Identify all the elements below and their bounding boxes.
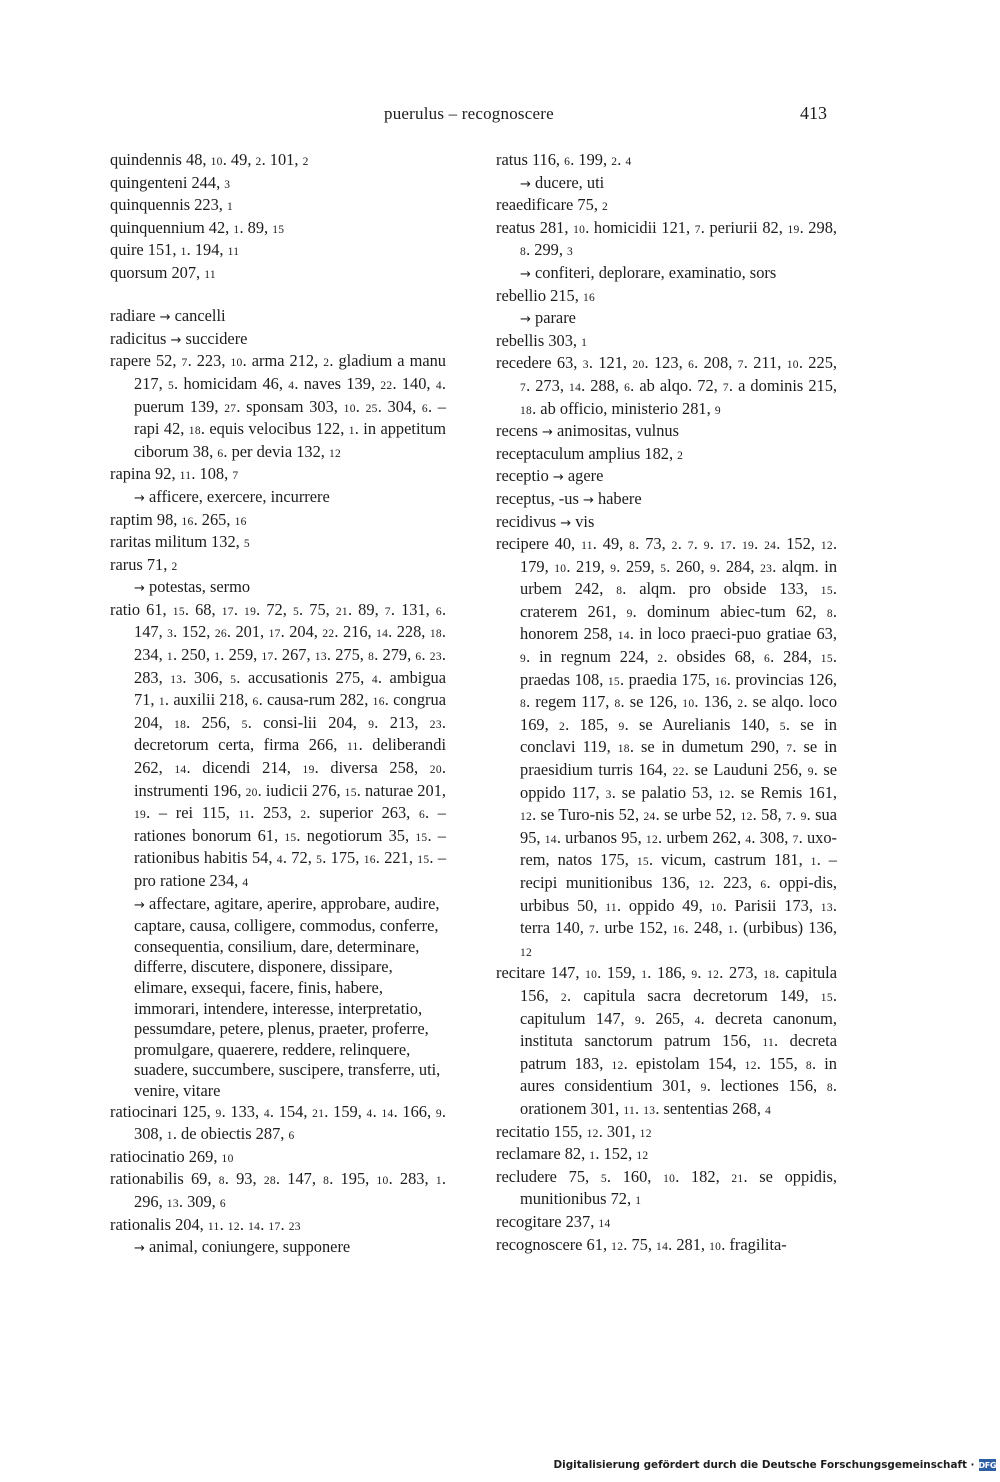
line-reference: 16 xyxy=(372,696,385,709)
line-reference: 22 xyxy=(672,766,685,779)
line-reference: 6 xyxy=(418,809,426,822)
line-reference: 7 xyxy=(384,605,391,618)
line-reference: 1 xyxy=(166,651,173,664)
line-reference: 13 xyxy=(166,1197,179,1210)
line-reference: 6 xyxy=(624,381,631,394)
line-reference: 1 xyxy=(810,856,817,869)
line-reference: 11 xyxy=(605,901,617,914)
line-reference: 6 xyxy=(217,447,224,460)
line-reference: 15 xyxy=(172,605,185,618)
line-reference: 15 xyxy=(415,831,428,844)
line-reference: 26 xyxy=(214,628,227,641)
arrow-right-icon: → xyxy=(520,312,531,328)
index-entry: rebellio 215, 16 xyxy=(496,285,596,305)
line-reference: 19 xyxy=(742,540,755,553)
line-reference: 17 xyxy=(268,1220,281,1233)
line-reference: 12 xyxy=(639,1127,652,1140)
line-reference: 10 xyxy=(376,1175,389,1188)
line-reference: 16 xyxy=(672,924,685,937)
line-reference: 7 xyxy=(786,811,793,824)
line-reference: 12 xyxy=(520,946,533,959)
index-entry: quorsum 207, 11 xyxy=(110,262,216,282)
line-reference: 6 xyxy=(564,156,571,168)
line-reference: 8 xyxy=(218,1175,225,1188)
index-entry: rebellis 303, 1 xyxy=(496,330,588,350)
line-reference: 12 xyxy=(718,788,731,801)
line-reference: 5 xyxy=(292,605,300,618)
line-reference: 2 xyxy=(611,156,618,168)
line-reference: 3 xyxy=(167,628,174,641)
line-reference: 6 xyxy=(288,1130,295,1143)
line-reference: 15 xyxy=(417,854,430,867)
index-cross-reference: → affectare, agitare, aperire, approbare, audire, captare, causa, colligere, commodus, conferre, consequentia, consilium, dare, determinare, differre, discutere, disponere, dissipare, elimare, exsequi, facere, finis, habere, immorari, intendere, interesse, interpretatio, pessumdare, petere, plenus, praeter, proferre, promulgare, quaerere, reddere, relinquere, suadere, succumbere, suscipere, transferre, uti, venire, vitare xyxy=(134,893,441,1100)
line-reference: 7 xyxy=(792,833,799,846)
line-reference: 4 xyxy=(745,833,752,846)
line-reference: 12 xyxy=(636,1150,649,1163)
line-reference: 15 xyxy=(607,675,620,688)
line-reference: 9 xyxy=(520,653,527,666)
index-entry: rationalis 204, 11. 12. 14. 17. 23 xyxy=(110,1214,301,1234)
line-reference: 13 xyxy=(643,1104,656,1117)
index-entry: recidivus → vis xyxy=(496,511,595,531)
line-reference: 1 xyxy=(641,969,648,982)
index-cross-reference: → afficere, exercere, incurrere xyxy=(134,486,330,506)
line-reference: 12 xyxy=(744,1059,757,1072)
index-entry: recitatio 155, 12. 301, 12 xyxy=(496,1121,652,1141)
line-reference: 9 xyxy=(691,969,698,982)
index-entry: quinquennis 223, 1 xyxy=(110,195,234,215)
line-reference: 12 xyxy=(740,811,753,824)
line-reference: 2 xyxy=(602,201,609,214)
line-reference: 9 xyxy=(700,1082,707,1095)
line-reference: 21 xyxy=(312,1107,325,1120)
line-reference: 27 xyxy=(224,402,237,415)
line-reference: 24 xyxy=(643,811,656,824)
line-reference: 23 xyxy=(429,718,442,731)
line-reference: 11 xyxy=(581,540,593,553)
line-reference: 6 xyxy=(764,653,771,666)
line-reference: 8 xyxy=(368,651,375,664)
line-reference: 4 xyxy=(263,1107,270,1120)
line-reference: 17 xyxy=(719,540,732,553)
line-reference: 17 xyxy=(261,651,274,664)
line-reference: 15 xyxy=(820,653,833,666)
line-reference: 10 xyxy=(230,357,243,370)
line-reference: 1 xyxy=(635,1195,642,1208)
line-reference: 6 xyxy=(252,696,259,709)
index-entry: radiare → cancelli xyxy=(110,306,226,326)
line-reference: 7 xyxy=(232,470,239,483)
line-reference: 12 xyxy=(698,879,711,891)
index-entry: recedere 63, 3. 121, 20. 123, 6. 208, 7. 211, 10. 225, 7. 273, 14. 288, 6. ab alqo. 72, 7. a dominis 215, 18. ab officio, ministerio 281, 9 xyxy=(496,353,838,418)
line-reference: 7 xyxy=(520,381,527,394)
line-reference: 4 xyxy=(366,1107,373,1120)
line-reference: 12 xyxy=(586,1127,599,1140)
line-reference: 23 xyxy=(288,1220,301,1233)
footer-credit xyxy=(553,1456,996,1474)
line-reference: 10 xyxy=(710,901,723,914)
line-reference: 1 xyxy=(348,425,355,438)
arrow-right-icon: → xyxy=(582,492,594,508)
line-reference: 18 xyxy=(174,718,187,731)
page-number: 413 xyxy=(800,103,827,123)
index-entry: raptim 98, 16. 265, 16 xyxy=(110,509,247,529)
line-reference: 23 xyxy=(429,651,442,664)
line-reference: 12 xyxy=(611,1059,624,1072)
arrow-right-icon: → xyxy=(560,515,572,531)
line-reference: 19 xyxy=(787,223,800,236)
index-entry: receptaculum amplius 182, 2 xyxy=(496,443,684,463)
line-reference: 4 xyxy=(371,673,378,686)
line-reference: 15 xyxy=(272,223,285,236)
line-reference: 8 xyxy=(629,540,636,553)
line-reference: 14 xyxy=(656,1240,669,1253)
line-reference: 7 xyxy=(589,924,596,937)
index-entry: recitare 147, 10. 159, 1. 186, 9. 12. 273, 18. capitula 156, 2. capitula sacra decretorum 149, 15. capitulum 147, 9. 265, 4. decreta canonum, instituta sanctorum patrum 156, 11. decreta patrum 183, 12. epistolam 154, 12. 155, 8. in aures considentium 301, 9. lectiones 156, 8. orationem 301, 11. 13. sententias 268, 4 xyxy=(496,963,837,1118)
line-reference: 7 xyxy=(694,223,701,236)
line-reference: 4 xyxy=(242,877,249,889)
line-reference: 2 xyxy=(559,720,566,733)
index-entry: rarus 71, 2 xyxy=(110,554,178,574)
line-reference: 11 xyxy=(238,809,251,822)
arrow-right-icon: → xyxy=(541,425,553,441)
index-entry: ratus 116, 6. 199, 2. 4 xyxy=(496,150,632,169)
line-reference: 1 xyxy=(180,246,187,259)
line-reference: 15 xyxy=(284,831,297,844)
index-entry: raritas militum 132, 5 xyxy=(110,532,250,552)
line-reference: 14 xyxy=(174,764,187,777)
arrow-right-icon: → xyxy=(520,266,531,282)
line-reference: 8 xyxy=(616,585,623,598)
line-reference: 1 xyxy=(233,223,240,236)
line-reference: 11 xyxy=(227,246,240,259)
index-entry: rapere 52, 7. 223, 10. arma 212, 2. gladium a manu 217, 5. homicidam 46, 4. naves 139, 22. 140, 4. puerum 139, 27. sponsam 303, 10. 25. 304, 6. – rapi 42, 18. equis velocibus 122, 1. in appetitum ciborum 38, 6. per devia 132, 12 xyxy=(110,351,447,461)
line-reference: 13 xyxy=(820,901,833,914)
arrow-right-icon: → xyxy=(552,470,564,486)
line-reference: 10 xyxy=(709,1240,722,1253)
index-entry: rationabilis 69, 8. 93, 28. 147, 8. 195, 10. 283, 1. 296, 13. 309, 6 xyxy=(110,1169,447,1211)
line-reference: 22 xyxy=(322,628,335,641)
line-reference: 8 xyxy=(826,607,833,620)
line-reference: 9 xyxy=(618,720,625,733)
line-reference: 2 xyxy=(671,540,678,553)
line-reference: 12 xyxy=(328,447,342,460)
index-entry: quinquennium 42, 1. 89, 15 xyxy=(110,217,285,237)
line-reference: 7 xyxy=(722,381,729,394)
line-reference: 14 xyxy=(569,381,582,394)
line-reference: 6 xyxy=(219,1197,226,1210)
line-reference: 15 xyxy=(820,991,833,1004)
line-reference: 10 xyxy=(221,1152,234,1165)
line-reference: 8 xyxy=(614,698,621,711)
line-reference: 19 xyxy=(244,605,257,618)
line-reference: 14 xyxy=(376,628,389,641)
line-reference: 12 xyxy=(611,1240,624,1253)
line-reference: 1 xyxy=(589,1150,596,1163)
index-entry: recognoscere 61, 12. 75, 14. 281, 10. fragilita- xyxy=(496,1234,787,1254)
index-entry: receptus, -us → habere xyxy=(496,488,642,508)
arrow-right-icon: → xyxy=(134,897,145,913)
line-reference: 22 xyxy=(380,379,393,392)
line-reference: 24 xyxy=(764,540,777,553)
index-entry: recipere 40, 11. 49, 8. 73, 2. 7. 9. 17. 19. 24. 152, 12. 179, 10. 219, 9. 259, 5. 260, 9. 284, 23. alqm. in urbem 242, 8. alqm. pro obside 133, 15. craterem 261, 9. dominum abiec-tum 62, 8. honorem 258, 14. in loco praeci-puo gratiae 63, 9. in regnum 224, 2. obsides 68, 6. 284, 15. praedas 108, 15. praedia 175, 16. provincias 126, 8. regem 117, 8. se 126, 10. 136, 2. se alqo. loco 169, 2. 185, 9. se Aurelianis 140, 5. se in conclavi 119, 18. se in dumetum 290, 7. se in praesidium turris 164, 22. se Lauduni 256, 9. se oppido 117, 3. se palatio 53, 12. se Remis 161, 12. se Turo-nis 52, 24. se urbe 52, 12. 58, 7. 9. sua 95, 14. urbanos 95, 12. urbem 262, 4. 308, 7. uxo-rem, natos 175, 15. vicum, castrum 181, 1. – recipi munitionibus 136, 12. 223, 6. oppi-dis, urbibus 50, 11. oppido 49, 10. Parisii 173, 13. terra 140, 7. urbe 152, 16. 248, 1. (urbibus) 136, 12 xyxy=(496,534,838,959)
line-reference: 10 xyxy=(554,562,567,575)
index-cross-reference: → parare xyxy=(520,308,576,328)
index-entry: radicitus → succidere xyxy=(110,328,248,348)
line-reference: 8 xyxy=(826,1082,833,1095)
line-reference: 15 xyxy=(820,585,833,598)
line-reference: 20 xyxy=(632,359,645,372)
line-reference: 14 xyxy=(598,1217,611,1230)
index-entry: recogitare 237, 14 xyxy=(496,1211,611,1231)
line-reference: 5 xyxy=(660,562,667,575)
line-reference: 5 xyxy=(230,673,237,686)
line-reference: 9 xyxy=(710,562,717,575)
line-reference: 18 xyxy=(763,969,776,982)
line-reference: 6 xyxy=(415,651,422,664)
line-reference: 21 xyxy=(335,605,348,618)
line-reference: 12 xyxy=(227,1220,240,1233)
line-reference: 9 xyxy=(714,404,721,417)
line-reference: 13 xyxy=(170,673,183,686)
line-reference: 5 xyxy=(600,1172,607,1185)
line-reference: 2 xyxy=(300,809,307,822)
line-reference: 18 xyxy=(429,628,442,641)
arrow-right-icon: → xyxy=(134,1241,145,1257)
running-header-title: puerulus – recognoscere xyxy=(384,104,554,123)
line-reference: 16 xyxy=(234,515,247,528)
line-reference: 20 xyxy=(429,764,442,777)
line-reference: 16 xyxy=(363,854,376,867)
index-entry: reclamare 82, 1. 152, 12 xyxy=(496,1144,649,1164)
line-reference: 18 xyxy=(520,404,533,417)
line-reference: 2 xyxy=(171,560,178,573)
line-reference: 10 xyxy=(573,223,586,236)
line-reference: 5 xyxy=(243,538,250,551)
line-reference: 3 xyxy=(582,359,589,372)
index-entry: rapina 92, 11. 108, 7 xyxy=(110,464,239,484)
line-reference: 3 xyxy=(567,246,574,259)
line-reference: 2 xyxy=(255,156,262,168)
line-reference: 18 xyxy=(188,425,201,438)
line-reference: 2 xyxy=(677,449,684,462)
line-reference: 19 xyxy=(134,809,147,822)
line-reference: 11 xyxy=(204,268,216,281)
line-reference: 5 xyxy=(779,720,786,733)
line-reference: 1 xyxy=(435,1175,442,1188)
line-reference: 4 xyxy=(694,1014,701,1027)
line-reference: 6 xyxy=(421,402,428,415)
line-reference: 9 xyxy=(807,766,814,779)
line-reference: 7 xyxy=(737,359,744,372)
index-entry: recludere 75, 5. 160, 10. 182, 21. se oppidis, munitionibus 72, 1 xyxy=(496,1166,837,1209)
arrow-right-icon: → xyxy=(520,176,531,192)
line-reference: 5 xyxy=(167,379,175,392)
line-reference: 12 xyxy=(520,811,533,824)
line-reference: 9 xyxy=(215,1107,222,1120)
line-reference: 12 xyxy=(707,969,720,982)
line-reference: 4 xyxy=(276,854,283,867)
arrow-right-icon: → xyxy=(159,310,171,326)
line-reference: 9 xyxy=(703,540,710,553)
line-reference: 11 xyxy=(179,470,192,483)
index-entry: ratiocinari 125, 9. 133, 4. 154, 21. 159, 4. 14. 166, 9. 308, 1. de obiectis 287, 6 xyxy=(110,1101,446,1144)
line-reference: 25 xyxy=(365,402,378,415)
index-entry: quindennis 48, 10. 49, 2. 101, 2 xyxy=(110,150,309,169)
line-reference: 13 xyxy=(314,651,327,664)
line-reference: 14 xyxy=(617,630,630,643)
line-reference: 3 xyxy=(224,178,231,191)
index-entry: ratiocinatio 269, 10 xyxy=(110,1146,234,1166)
line-reference: 7 xyxy=(687,540,694,553)
index-entry: ratio 61, 15. 68, 17. 19. 72, 5. 75, 21. 89, 7. 131, 6. 147, 3. 152, 26. 201, 17. 204, 22. 216, 14. 228, 18. 234, 1. 250, 1. 259, 17. 267, 13. 275, 8. 279, 6. 23. 283, 13. 306, 5. accusationis 275, 4. ambigua 71, 1. auxilii 218, 6. causa-rum 282, 16. congrua 204, 18. 256, 5. consi-lii 204, 9. 213, 23. decretorum certa, firma 266, 11. deliberandi 262, 14. dicendi 214, 19. diversa 258, 20. instrumenti 196, 20. iudicii 276, 15. naturae 201, 19. – rei 115, 11. 253, 2. superior 263, 6. – rationes bonorum 61, 15. negotiorum 35, 15. – rationibus habitis 54, 4. 72, 5. 175, 16. 221, 15. – pro ratione 234, 4 xyxy=(110,599,447,890)
line-reference: 7 xyxy=(181,357,188,370)
line-reference: 10 xyxy=(210,156,223,168)
line-reference: 12 xyxy=(645,833,659,846)
arrow-right-icon: → xyxy=(170,332,182,348)
line-reference: 2 xyxy=(657,653,664,666)
index-cross-reference: → confiteri, deplorare, examinatio, sors xyxy=(520,262,777,282)
line-reference: 9 xyxy=(626,607,633,620)
line-reference: 1 xyxy=(166,1130,173,1143)
index-entry: recens → animositas, vulnus xyxy=(496,421,679,441)
line-reference: 2 xyxy=(560,991,567,1004)
line-reference: 14 xyxy=(544,833,557,846)
line-reference: 19 xyxy=(302,764,315,777)
index-entry: reatus 281, 10. homicidii 121, 7. periurii 82, 19. 298, 8. 299, 3 xyxy=(496,217,837,260)
line-reference: 1 xyxy=(581,336,588,349)
line-reference: 10 xyxy=(663,1172,676,1185)
line-reference: 11 xyxy=(762,1037,775,1050)
line-reference: 16 xyxy=(181,515,194,528)
line-reference: 14 xyxy=(248,1220,261,1233)
index-cross-reference: → potestas, sermo xyxy=(134,577,251,597)
line-reference: 20 xyxy=(245,786,258,799)
line-reference: 4 xyxy=(625,156,632,168)
dfg-logo: DFG xyxy=(978,1460,996,1470)
line-reference: 9 xyxy=(368,718,375,731)
line-reference: 9 xyxy=(610,562,617,575)
index-entry: reaedificare 75, 2 xyxy=(496,195,609,215)
line-reference: 28 xyxy=(263,1175,276,1188)
line-reference: 15 xyxy=(344,786,357,799)
line-reference: 10 xyxy=(682,698,695,711)
line-reference: 15 xyxy=(636,856,649,869)
index-entry: quire 151, 1. 194, 11 xyxy=(110,240,240,260)
line-reference: 2 xyxy=(323,357,330,370)
line-reference: 11 xyxy=(623,1104,636,1117)
line-reference: 3 xyxy=(605,788,612,801)
line-reference: 14 xyxy=(381,1107,394,1120)
line-reference: 8 xyxy=(520,698,527,711)
line-reference: 18 xyxy=(617,743,630,756)
line-reference: 6 xyxy=(760,879,767,891)
line-reference: 4 xyxy=(765,1104,772,1117)
line-reference: 10 xyxy=(343,402,356,415)
line-reference: 16 xyxy=(714,675,727,688)
line-reference: 1 xyxy=(227,201,234,214)
line-reference: 8 xyxy=(323,1175,330,1188)
line-reference: 8 xyxy=(520,246,527,259)
line-reference: 1 xyxy=(727,924,734,937)
line-reference: 4 xyxy=(435,379,442,392)
line-reference: 23 xyxy=(760,562,773,575)
line-reference: 10 xyxy=(786,359,799,372)
line-reference: 21 xyxy=(731,1172,744,1185)
line-reference: 2 xyxy=(737,698,744,711)
line-reference: 11 xyxy=(207,1220,220,1233)
index-column-right xyxy=(496,150,837,1257)
line-reference: 6 xyxy=(688,359,695,372)
line-reference: 6 xyxy=(435,605,442,618)
line-reference: 17 xyxy=(221,605,234,618)
line-reference: 1 xyxy=(158,696,165,709)
line-reference: 16 xyxy=(582,291,596,304)
index-entry: receptio → agere xyxy=(496,466,604,486)
arrow-right-icon: → xyxy=(134,490,145,506)
index-cross-reference: → ducere, uti xyxy=(520,172,605,192)
arrow-right-icon: → xyxy=(134,581,145,597)
line-reference: 5 xyxy=(316,854,323,867)
line-reference: 17 xyxy=(268,628,281,641)
line-reference: 10 xyxy=(585,969,598,982)
index-column-left xyxy=(110,150,446,1260)
line-reference: 7 xyxy=(786,743,793,756)
line-reference: 9 xyxy=(800,811,807,824)
line-reference: 2 xyxy=(302,156,309,168)
index-cross-reference: → animal, coniungere, supponere xyxy=(134,1237,351,1257)
line-reference: 4 xyxy=(288,379,295,392)
line-reference: 5 xyxy=(241,718,248,731)
footer-text: Digitalisierung gefördert durch die Deutsche Forschungsgemeinschaft · xyxy=(553,1459,975,1471)
line-reference: 9 xyxy=(435,1107,442,1120)
line-reference: 1 xyxy=(214,651,221,664)
line-reference: 9 xyxy=(634,1014,642,1027)
line-reference: 12 xyxy=(820,540,833,553)
index-entry: quingenteni 244, 3 xyxy=(110,172,231,192)
line-reference: 8 xyxy=(805,1059,812,1072)
line-reference: 11 xyxy=(346,741,359,754)
